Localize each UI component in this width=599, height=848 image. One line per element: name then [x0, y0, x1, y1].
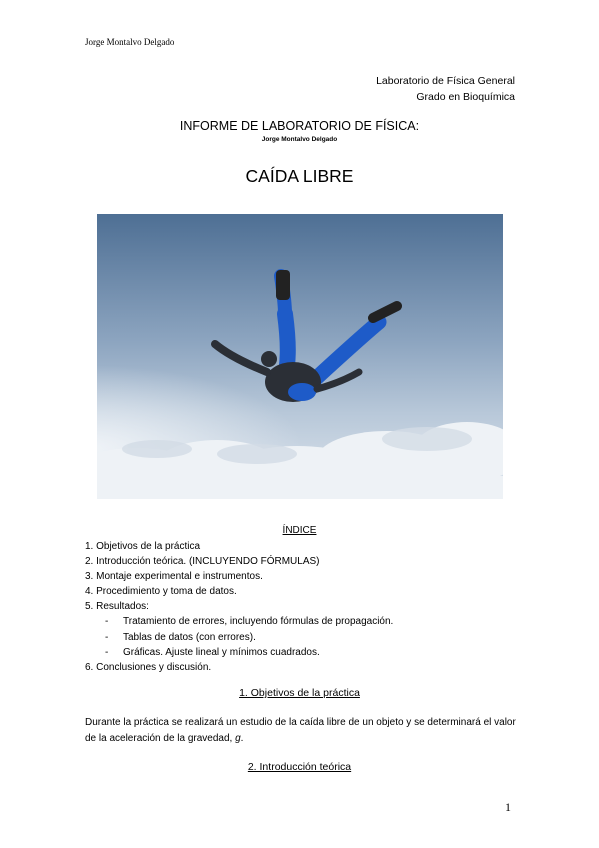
index-item: 1. Objetivos de la práctica	[85, 541, 201, 552]
index-item: 4. Procedimiento y toma de datos.	[85, 586, 237, 598]
report-author: Jorge Montalvo Delgado	[261, 136, 338, 143]
lab-info-block	[376, 73, 515, 105]
report-title: INFORME DE LABORATORIO DE FÍSICA:	[179, 119, 420, 133]
index-subitem	[85, 645, 535, 660]
index-subitem	[85, 614, 535, 629]
index-subitem-text: Gráficas. Ajuste lineal y mínimos cuadrados.	[123, 646, 320, 658]
index-title: ÍNDICE	[282, 525, 317, 536]
dash-bullet: -	[105, 646, 109, 658]
index-item: 3. Montaje experimental e instrumentos.	[85, 571, 263, 583]
index-item: 2. Introducción teórica. (INCLUYENDO FÓRMULAS)	[85, 556, 320, 568]
page-header-author: Jorge Montalvo Delgado	[85, 37, 175, 47]
page-title: CAÍDA LIBRE	[245, 166, 354, 186]
index-subitem	[85, 630, 535, 645]
index-item: 5. Resultados:	[85, 601, 149, 613]
page-number: 1	[505, 800, 511, 814]
index-subitem-text: Tratamiento de errores, incluyendo fórmulas de propagación.	[123, 616, 394, 628]
index-subitem-text: Tablas de datos (con errores).	[123, 631, 256, 643]
lab-name: Laboratorio de Física General	[376, 75, 515, 87]
dash-bullet: -	[105, 631, 109, 643]
body-text: Durante la práctica se realizará un estudio de la caída libre de un objeto y se determinará el valor de la aceleración de la gravedad,	[85, 717, 516, 744]
skydiver-image	[97, 214, 503, 499]
gravity-symbol: g	[235, 733, 241, 744]
degree-name: Grado en Bioquímica	[416, 91, 515, 103]
index-list	[85, 539, 535, 675]
section-heading-theory: 2. Introducción teórica	[247, 761, 352, 773]
body-text-end: .	[240, 733, 244, 744]
index-item: 6. Conclusiones y discusión.	[85, 661, 212, 673]
section-body-objectives	[85, 715, 525, 747]
section-heading-objectives: 1. Objetivos de la práctica	[239, 687, 360, 699]
dash-bullet: -	[105, 616, 109, 628]
